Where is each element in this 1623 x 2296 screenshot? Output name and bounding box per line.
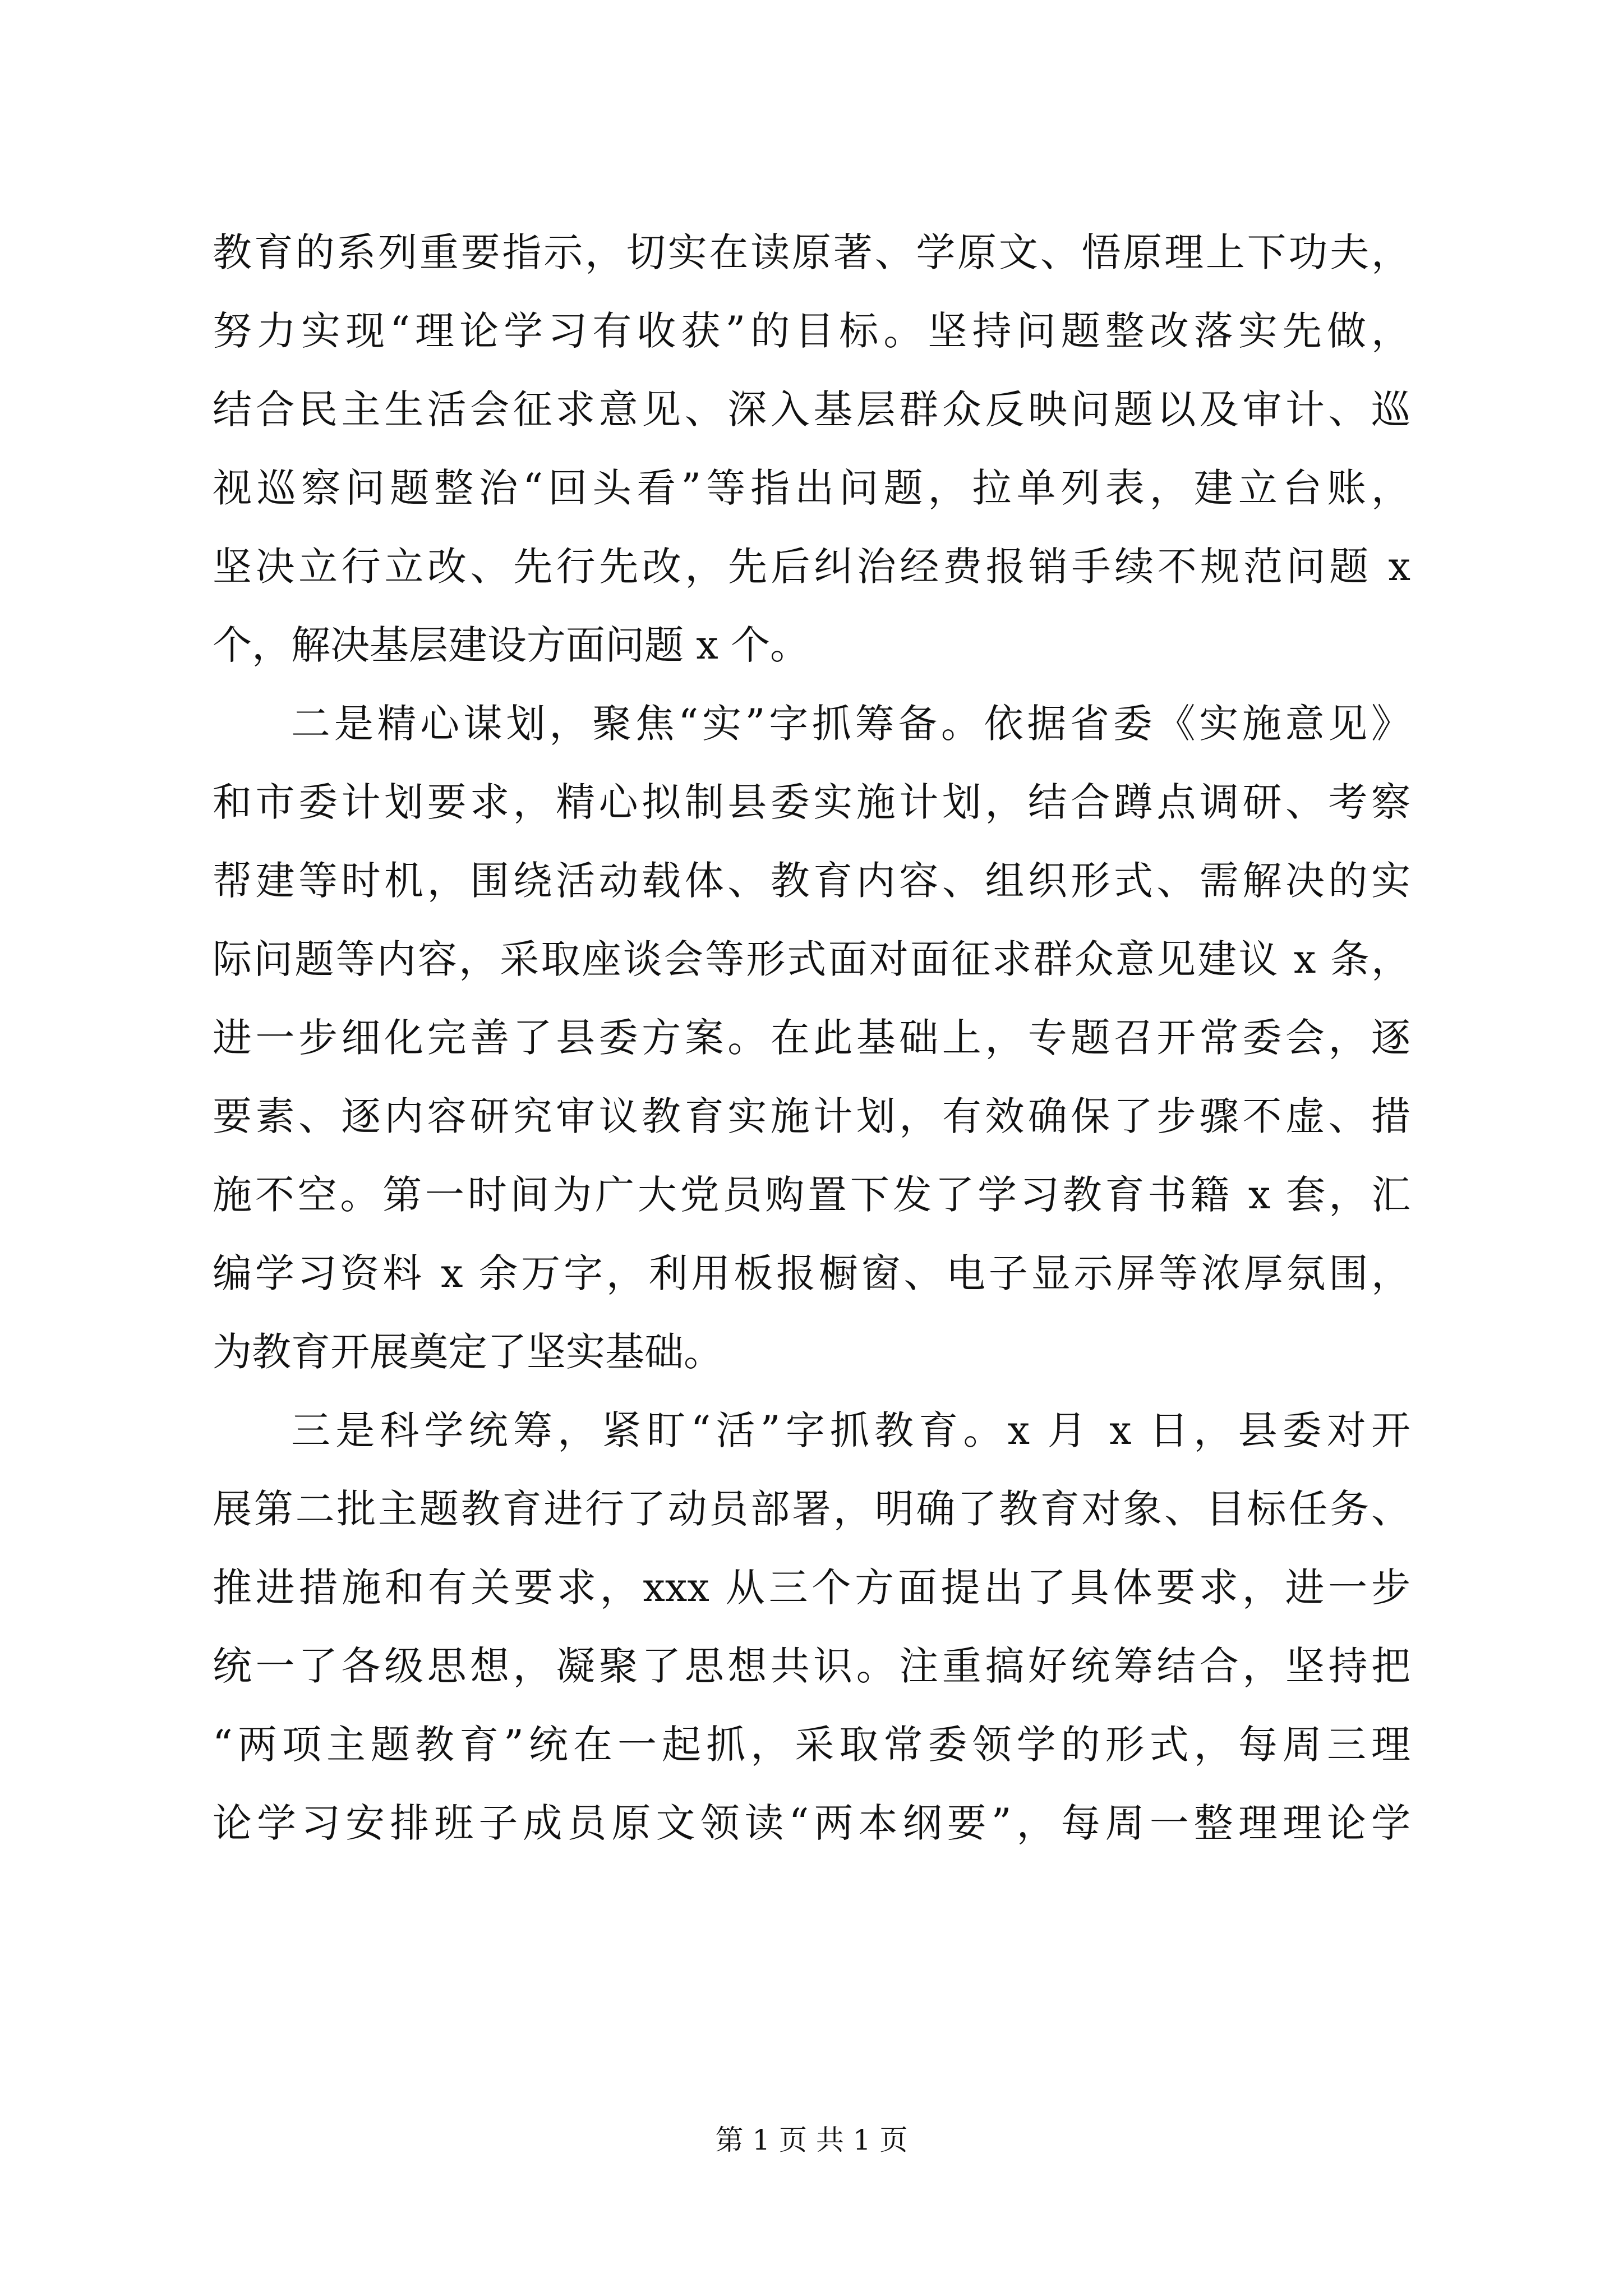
text-line: 要素、逐内容研究审议教育实施计划，有效确保了步骤不虚、措	[213, 1093, 1410, 1139]
text-line: 推进措施和有关要求，xxx 从三个方面提出了具体要求，进一步	[213, 1565, 1410, 1611]
document-body	[213, 213, 1410, 1862]
text-line: 施不空。第一时间为广大党员购置下发了学习教育书籍 x 套，汇	[213, 1172, 1410, 1218]
text-line: 三是科学统筹，紧盯“活”字抓教育。x 月 x 日，县委对开	[291, 1407, 1410, 1453]
text-line: 二是精心谋划，聚焦“实”字抓筹备。依据省委《实施意见》	[291, 701, 1410, 747]
text-line: 际问题等内容，采取座谈会等形式面对面征求群众意见建议 x 条，	[213, 936, 1410, 982]
text-line: 展第二批主题教育进行了动员部署，明确了教育对象、目标任务、	[213, 1486, 1410, 1532]
text-line: 个，解决基层建设方面问题 x 个。	[213, 622, 809, 668]
text-line: 和市委计划要求，精心拟制县委实施计划，结合蹲点调研、考察	[213, 779, 1410, 825]
paragraph	[213, 213, 1410, 684]
text-line: “两项主题教育”统在一起抓，采取常委领学的形式，每周三理	[213, 1722, 1410, 1768]
paragraph	[213, 684, 1410, 1391]
text-line: 统一了各级思想，凝聚了思想共识。注重搞好统筹结合，坚持把	[213, 1643, 1410, 1689]
text-line: 编学习资料 x 余万字，利用板报橱窗、电子显示屏等浓厚氛围，	[213, 1250, 1410, 1296]
text-line: 进一步细化完善了县委方案。在此基础上，专题召开常委会，逐	[213, 1015, 1410, 1061]
text-line: 帮建等时机，围绕活动载体、教育内容、组织形式、需解决的实	[213, 858, 1410, 904]
text-line: 论学习安排班子成员原文领读“两本纲要”，每周一整理理论学	[213, 1800, 1410, 1846]
text-line: 为教育开展奠定了坚实基础。	[213, 1329, 723, 1375]
text-line: 结合民主生活会征求意见、深入基层群众反映问题以及审计、巡	[213, 386, 1410, 432]
page-number-footer: 第 1 页 共 1 页	[715, 2124, 908, 2156]
text-line: 视巡察问题整治“回头看”等指出问题，拉单列表，建立台账，	[213, 465, 1410, 511]
text-line: 教育的系列重要指示，切实在读原著、学原文、悟原理上下功夫，	[213, 229, 1410, 275]
text-line: 坚决立行立改、先行先改，先后纠治经费报销手续不规范问题 x	[213, 544, 1410, 590]
paragraph	[213, 1391, 1410, 1862]
text-line: 努力实现“理论学习有收获”的目标。坚持问题整改落实先做，	[213, 308, 1410, 354]
